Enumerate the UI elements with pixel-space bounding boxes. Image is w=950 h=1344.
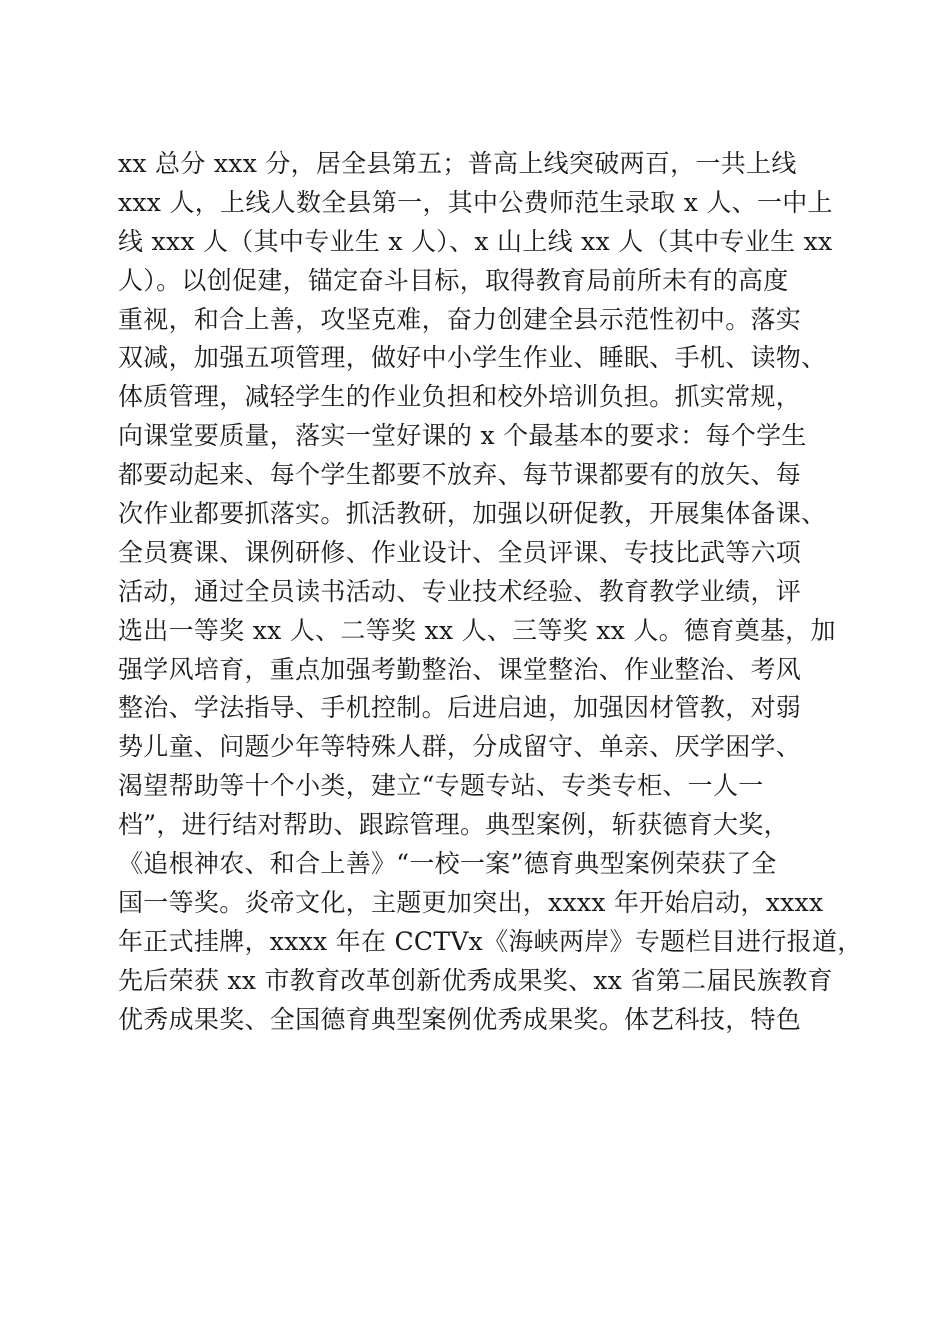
- text-line: xx 总分 xxx 分，居全县第五；普高上线突破两百，一共上线: [118, 149, 797, 178]
- text-line: 向课堂要质量，落实一堂好课的 x 个最基本的要求：每个学生: [118, 421, 807, 451]
- text-line: 优秀成果奖、全国德育典型案例优秀成果奖。体艺科技，特色: [118, 1004, 802, 1034]
- text-line: 先后荣获 xx 市教育改革创新优秀成果奖、xx 省第二届民族教育: [118, 965, 833, 995]
- text-line: 都要动起来、每个学生都要不放弃、每节课都要有的放矢、每: [118, 460, 802, 490]
- text-line: 势儿童、问题少年等特殊人群，分成留守、单亲、厌学困学、: [118, 732, 802, 762]
- text-line: 活动，通过全员读书活动、专业技术经验、教育教学业绩，评: [118, 576, 802, 606]
- text-line: 全员赛课、课例研修、作业设计、全员评课、专技比武等六项: [118, 537, 802, 567]
- text-line: 整治、学法指导、手机控制。后进启迪，加强因材管教，对弱: [118, 693, 802, 723]
- text-line: 强学风培育，重点加强考勤整治、课堂整治、作业整治、考风: [118, 654, 802, 684]
- text-line: 次作业都要抓落实。抓活教研，加强以研促教，开展集体备课、: [118, 499, 827, 529]
- text-line: xxx 人，上线人数全县第一，其中公费师范生录取 x 人、一中上: [118, 187, 833, 217]
- text-line: 重视，和合上善，攻坚克难，奋力创建全县示范性初中。落实: [118, 304, 802, 334]
- text-line: 国一等奖。炎帝文化，主题更加突出，xxxx 年开始启动，xxxx: [118, 887, 824, 917]
- text-line: 体质管理，减轻学生的作业负担和校外培训负担。抓实常规，: [118, 382, 802, 412]
- text-line: 线 xxx 人（其中专业生 x 人）、x 山上线 xx 人（其中专业生 xx: [118, 226, 833, 256]
- text-line: 年正式挂牌，xxxx 年在 CCTVx《海峡两岸》专题栏目进行报道，: [118, 926, 863, 956]
- text-line: 《追根神农、和合上善》“一校一案”德育典型案例荣获了全: [118, 849, 777, 879]
- body-text: [118, 145, 863, 1039]
- text-line: 双减，加强五项管理，做好中小学生作业、睡眠、手机、读物、: [118, 343, 827, 373]
- text-line: 档”，进行结对帮助、跟踪管理。典型案例，斩获德育大奖，: [118, 810, 789, 840]
- text-line: 人）。以创促建，锚定奋斗目标，取得教育局前所未有的高度: [118, 265, 789, 295]
- text-line: 选出一等奖 xx 人、二等奖 xx 人、三等奖 xx 人。德育奠基，加: [118, 615, 836, 645]
- text-line: 渴望帮助等十个小类，建立“专题专站、专类专柜、一人一: [118, 771, 764, 801]
